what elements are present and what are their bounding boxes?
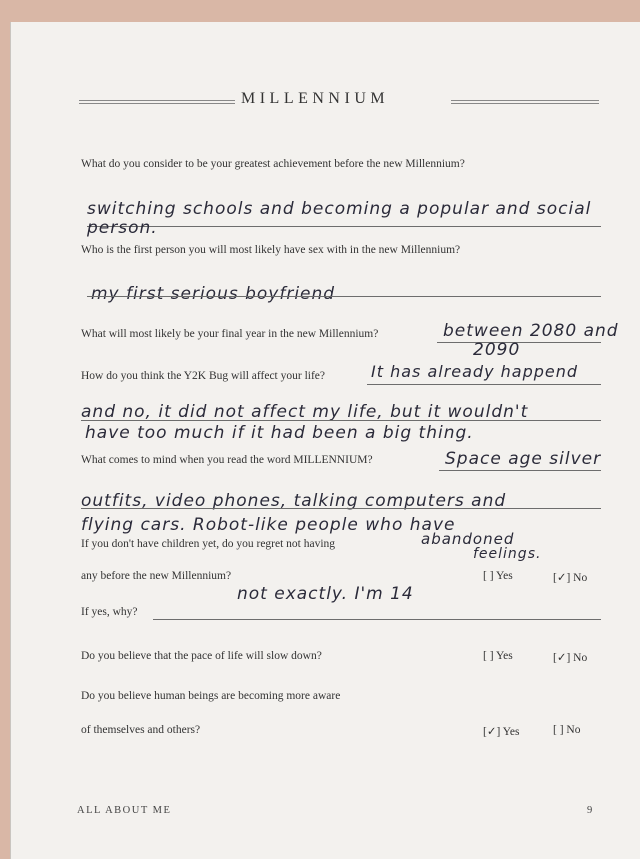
answer-5-rule-1 [439,470,601,471]
q8-yes-option[interactable]: [ ] Yes [483,650,513,662]
answer-1-line1: switching schools and becoming a popular and social [87,199,592,219]
answer-2-rule [87,296,601,297]
notebook-page [10,22,640,859]
answer-4-rule-2 [81,420,601,421]
answer-3-line2: 2090 [473,340,521,360]
answer-5-line2: outfits, video phones, talking computers and [81,491,507,511]
answer-5-line5: feelings. [473,546,542,562]
page-header [11,90,640,114]
answer-1-rule [87,226,601,227]
answer-4-line2: and no, it did not affect my life, but it wouldn't [81,402,529,422]
answer-4-line3: have too much if it had been a big thing. [85,423,474,443]
answer-1-line2: person. [87,218,158,238]
q6-yes-option[interactable]: [ ] Yes [483,570,513,582]
question-4: How do you think the Y2K Bug will affect your life? [81,370,326,382]
q6-no-option[interactable]: [✓] No [553,572,588,584]
question-2: Who is the first person you will most likely have sex with in the new Millennium? [81,244,461,256]
question-6-line1: If you don't have children yet, do you regret not having [81,538,336,550]
answer-3-line1: between 2080 and [443,321,619,341]
q9-no-option[interactable]: [ ] No [553,724,581,736]
q9-yes-option[interactable]: [✓] Yes [483,726,520,738]
question-3: What will most likely be your final year in the new Millennium? [81,328,379,340]
answer-7-rule [153,619,601,620]
footer-section: ALL ABOUT ME [77,805,172,816]
question-8: Do you believe that the pace of life will slow down? [81,650,322,662]
q8-no-option[interactable]: [✓] No [553,652,588,664]
answer-5-line3: flying cars. Robot-like people who have [81,515,456,535]
answer-5-line1: Space age silver [445,449,602,469]
question-5: What comes to mind when you read the word MILLENNIUM? [81,454,373,466]
page-title: MILLENNIUM [241,90,390,107]
page-number: 9 [587,805,594,816]
answer-2: my first serious boyfriend [91,284,336,304]
header-rule-left [79,100,235,104]
answer-5-rule-2 [81,508,601,509]
question-1: What do you consider to be your greatest achievement before the new Millennium? [81,158,465,170]
question-7: If yes, why? [81,606,138,618]
answer-4-line1: It has already happend [371,362,579,381]
answer-4-rule-1 [367,384,601,385]
answer-7: not exactly. I'm 14 [237,584,414,604]
question-9-line2: of themselves and others? [81,724,201,736]
header-rule-right [451,100,599,104]
answer-5-line4: abandoned [421,530,515,548]
question-9-line1: Do you believe human beings are becoming more aware [81,690,341,702]
question-6-line2: any before the new Millennium? [81,570,232,582]
